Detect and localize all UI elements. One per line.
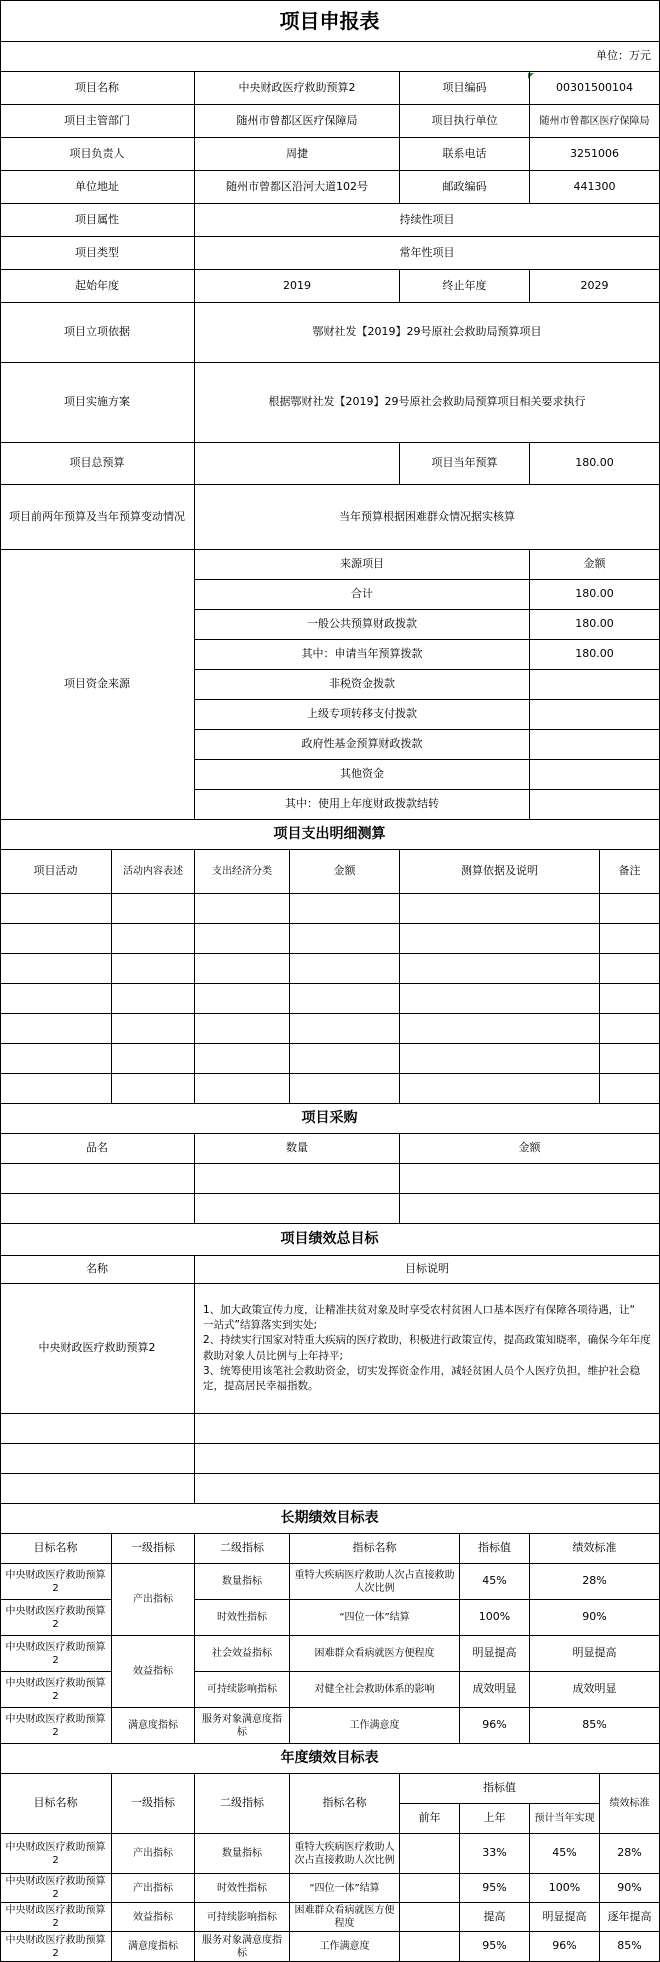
value-last-year: 95% [460, 1932, 530, 1962]
empty-cell [400, 1194, 660, 1224]
column-header: 金额 [530, 550, 660, 580]
level2-indicator: 时效性指标 [195, 1600, 290, 1636]
field-label: 邮政编码 [400, 171, 530, 204]
end-year: 2029 [530, 270, 660, 303]
performance-standard: 明显提高 [530, 1636, 660, 1672]
indicator-name: 重特大疾病医疗救助人次占直接救助人次比例 [290, 1564, 460, 1600]
empty-cell [195, 1444, 660, 1474]
funding-source-amount: 180.00 [530, 580, 660, 610]
target-name: 中央财政医疗救助预算2 [0, 1636, 112, 1672]
performance-standard: 逐年提高 [600, 1903, 660, 1932]
column-header: 测算依据及说明 [400, 850, 600, 894]
empty-cell [0, 1014, 112, 1044]
funding-source-amount [530, 670, 660, 700]
section-title: 项目支出明细测算 [0, 820, 660, 850]
indicator-name: “四位一体”结算 [290, 1874, 400, 1903]
column-header: 绩效标准 [530, 1534, 660, 1564]
column-header: 目标名称 [0, 1774, 112, 1834]
column-header: 目标名称 [0, 1534, 112, 1564]
indicator-name: 工作满意度 [290, 1932, 400, 1962]
value-two-years-ago [400, 1932, 460, 1962]
performance-standard: 85% [530, 1708, 660, 1744]
field-label: 项目属性 [0, 204, 195, 237]
project-basis: 鄂财社发【2019】29号原社会救助局预算项目 [195, 303, 660, 363]
empty-cell [0, 1414, 195, 1444]
column-header: 上年 [460, 1804, 530, 1834]
value-current-year: 明显提高 [530, 1903, 600, 1932]
postal-code: 441300 [530, 171, 660, 204]
indicator-value: 明显提高 [460, 1636, 530, 1672]
column-header: 名称 [0, 1256, 195, 1284]
empty-cell [195, 1194, 400, 1224]
empty-cell [195, 1164, 400, 1194]
start-year: 2019 [195, 270, 400, 303]
field-label: 项目编码 [400, 72, 530, 105]
indicator-name: “四位一体”结算 [290, 1600, 460, 1636]
field-label: 项目类型 [0, 237, 195, 270]
empty-cell [112, 894, 195, 924]
supervising-dept: 随州市曾都区医疗保障局 [195, 105, 400, 138]
empty-cell [112, 1074, 195, 1104]
indicator-name: 重特大疾病医疗救助人次占直接救助人次比例 [290, 1834, 400, 1874]
column-header: 项目活动 [0, 850, 112, 894]
empty-cell [290, 894, 400, 924]
funding-source-amount [530, 730, 660, 760]
target-name: 中央财政医疗救助预算2 [0, 1564, 112, 1600]
level1-indicator: 满意度指标 [112, 1708, 195, 1744]
project-attribute: 持续性项目 [195, 204, 660, 237]
field-label: 项目实施方案 [0, 363, 195, 443]
level2-indicator: 可持续影响指标 [195, 1672, 290, 1708]
indicator-value: 96% [460, 1708, 530, 1744]
funding-source-name: 其中：申请当年预算拨款 [195, 640, 530, 670]
field-label: 项目主管部门 [0, 105, 195, 138]
empty-cell [600, 894, 660, 924]
empty-cell [600, 984, 660, 1014]
empty-cell [112, 1014, 195, 1044]
level2-indicator: 服务对象满意度指标 [195, 1932, 290, 1962]
contact-phone: 3251006 [530, 138, 660, 171]
project-name: 中央财政医疗救助预算2 [195, 72, 400, 105]
empty-cell [400, 984, 600, 1014]
performance-standard: 28% [600, 1834, 660, 1874]
field-label: 起始年度 [0, 270, 195, 303]
funding-source-name: 其中：使用上年度财政拨款结转 [195, 790, 530, 820]
empty-cell [195, 1474, 660, 1504]
field-label: 单位地址 [0, 171, 195, 204]
column-header: 备注 [600, 850, 660, 894]
empty-cell [600, 1074, 660, 1104]
empty-cell [195, 984, 290, 1014]
empty-cell [0, 1164, 195, 1194]
funding-source-amount [530, 760, 660, 790]
section-title: 年度绩效目标表 [0, 1744, 660, 1774]
column-header: 指标名称 [290, 1774, 400, 1834]
value-two-years-ago [400, 1903, 460, 1932]
field-label: 项目执行单位 [400, 105, 530, 138]
level2-indicator: 数量指标 [195, 1564, 290, 1600]
indicator-value: 100% [460, 1600, 530, 1636]
empty-cell [0, 1074, 112, 1104]
funding-source-name: 一般公共预算财政拨款 [195, 610, 530, 640]
empty-cell [290, 1014, 400, 1044]
target-name: 中央财政医疗救助预算2 [0, 1672, 112, 1708]
value-two-years-ago [400, 1834, 460, 1874]
empty-cell [0, 1194, 195, 1224]
value-last-year: 95% [460, 1874, 530, 1903]
level1-indicator: 产出指标 [112, 1564, 195, 1636]
empty-cell [400, 1044, 600, 1074]
empty-cell [290, 924, 400, 954]
field-label: 联系电话 [400, 138, 530, 171]
empty-cell [400, 954, 600, 984]
value-last-year: 33% [460, 1834, 530, 1874]
column-header: 一级指标 [112, 1774, 195, 1834]
indicator-name: 困难群众看病就医方便程度 [290, 1636, 460, 1672]
empty-cell [400, 1014, 600, 1044]
column-header: 二级指标 [195, 1774, 290, 1834]
total-budget [195, 443, 400, 485]
funding-source-amount [530, 700, 660, 730]
section-title: 项目绩效总目标 [0, 1224, 660, 1256]
level2-indicator: 可持续影响指标 [195, 1903, 290, 1932]
empty-cell [0, 1474, 195, 1504]
goal-description: 1、加大政策宣传力度，让精准扶贫对象及时享受农村贫困人口基本医疗有保障各项待遇，让“ 一站式”结算落实到实处; 2、持续实行国家对特重大疾病的医疗救助，积极进行政策宣传，提高政策知晓率，确保今年年度救助对象人员比例与上年持平; 3、统筹使用该笔社会救助资金，切实发挥资金作用，减轻贫困人员个人医疗负担，维护社会稳定，提高居民幸福指数。 [195, 1284, 660, 1414]
target-name: 中央财政医疗救助预算2 [0, 1834, 112, 1874]
value-current-year: 45% [530, 1834, 600, 1874]
indicator-name: 工作满意度 [290, 1708, 460, 1744]
project-leader: 周捷 [195, 138, 400, 171]
target-name: 中央财政医疗救助预算2 [0, 1874, 112, 1903]
empty-cell [0, 1044, 112, 1074]
section-title: 项目采购 [0, 1104, 660, 1134]
empty-cell [195, 1414, 660, 1444]
field-label: 项目总预算 [0, 443, 195, 485]
empty-cell [600, 924, 660, 954]
empty-cell [195, 1074, 290, 1104]
funding-source-name: 非税资金拨款 [195, 670, 530, 700]
funding-source-name: 政府性基金预算财政拨款 [195, 730, 530, 760]
column-header: 来源项目 [195, 550, 530, 580]
field-label: 项目前两年预算及当年预算变动情况 [0, 485, 195, 550]
column-header: 品名 [0, 1134, 195, 1164]
level2-indicator: 时效性指标 [195, 1874, 290, 1903]
empty-cell [195, 1014, 290, 1044]
value-current-year: 100% [530, 1874, 600, 1903]
level1-indicator: 满意度指标 [112, 1932, 195, 1962]
performance-standard: 90% [600, 1874, 660, 1903]
column-header: 指标值 [460, 1534, 530, 1564]
empty-cell [195, 894, 290, 924]
budget-change: 当年预算根据困难群众情况据实核算 [195, 485, 660, 550]
column-header: 金额 [400, 1134, 660, 1164]
field-label: 项目立项依据 [0, 303, 195, 363]
empty-cell [195, 924, 290, 954]
empty-cell [0, 924, 112, 954]
unit-label: 单位：万元 [0, 42, 660, 72]
section-title: 长期绩效目标表 [0, 1504, 660, 1534]
level1-indicator: 效益指标 [112, 1903, 195, 1932]
empty-cell [290, 1074, 400, 1104]
target-name: 中央财政医疗救助预算2 [0, 1708, 112, 1744]
empty-cell [0, 954, 112, 984]
level2-indicator: 社会效益指标 [195, 1636, 290, 1672]
empty-cell [400, 1164, 660, 1194]
target-name: 中央财政医疗救助预算2 [0, 1600, 112, 1636]
column-header: 一级指标 [112, 1534, 195, 1564]
empty-cell [0, 894, 112, 924]
empty-cell [112, 984, 195, 1014]
empty-cell [600, 1014, 660, 1044]
empty-cell [195, 1044, 290, 1074]
empty-cell [400, 894, 600, 924]
field-label: 项目当年预算 [400, 443, 530, 485]
field-label: 项目名称 [0, 72, 195, 105]
column-header: 支出经济分类 [195, 850, 290, 894]
empty-cell [290, 1044, 400, 1074]
implementation-plan: 根据鄂财社发【2019】29号原社会救助局预算项目相关要求执行 [195, 363, 660, 443]
empty-cell [0, 1444, 195, 1474]
column-header: 指标名称 [290, 1534, 460, 1564]
empty-cell [400, 924, 600, 954]
project-code: 00301500104 [530, 72, 660, 105]
column-header: 金额 [290, 850, 400, 894]
empty-cell [290, 984, 400, 1014]
empty-cell [290, 954, 400, 984]
empty-cell [112, 954, 195, 984]
funding-source-name: 上级专项转移支付拨款 [195, 700, 530, 730]
empty-cell [195, 954, 290, 984]
funding-source-amount: 180.00 [530, 610, 660, 640]
value-current-year: 96% [530, 1932, 600, 1962]
page-title: 项目申报表 [0, 0, 660, 42]
column-header: 活动内容表述 [112, 850, 195, 894]
indicator-value: 成效明显 [460, 1672, 530, 1708]
executing-unit: 随州市曾都区医疗保障局 [530, 105, 660, 138]
empty-cell [112, 924, 195, 954]
value-last-year: 提高 [460, 1903, 530, 1932]
goal-name: 中央财政医疗救助预算2 [0, 1284, 195, 1414]
empty-cell [400, 1074, 600, 1104]
column-header: 预计当年实现 [530, 1804, 600, 1834]
empty-cell [600, 1044, 660, 1074]
unit-address: 随州市曾都区沿河大道102号 [195, 171, 400, 204]
level1-indicator: 产出指标 [112, 1874, 195, 1903]
indicator-name: 对健全社会救助体系的影响 [290, 1672, 460, 1708]
column-header: 指标值 [400, 1774, 600, 1804]
target-name: 中央财政医疗救助预算2 [0, 1903, 112, 1932]
funding-source-name: 合计 [195, 580, 530, 610]
field-label: 项目负责人 [0, 138, 195, 171]
level1-indicator: 效益指标 [112, 1636, 195, 1708]
indicator-value: 45% [460, 1564, 530, 1600]
performance-standard: 90% [530, 1600, 660, 1636]
funding-source-amount: 180.00 [530, 640, 660, 670]
empty-cell [112, 1044, 195, 1074]
column-header: 目标说明 [195, 1256, 660, 1284]
performance-standard: 成效明显 [530, 1672, 660, 1708]
project-type: 常年性项目 [195, 237, 660, 270]
performance-standard: 85% [600, 1932, 660, 1962]
funding-source-amount [530, 790, 660, 820]
performance-standard: 28% [530, 1564, 660, 1600]
column-header: 前年 [400, 1804, 460, 1834]
value-two-years-ago [400, 1874, 460, 1903]
target-name: 中央财政医疗救助预算2 [0, 1932, 112, 1962]
level2-indicator: 服务对象满意度指标 [195, 1708, 290, 1744]
funding-source-label: 项目资金来源 [0, 550, 195, 820]
indicator-name: 困难群众看病就医方便程度 [290, 1903, 400, 1932]
level1-indicator: 产出指标 [112, 1834, 195, 1874]
field-label: 终止年度 [400, 270, 530, 303]
column-header: 绩效标准 [600, 1774, 660, 1834]
current-budget: 180.00 [530, 443, 660, 485]
column-header: 数量 [195, 1134, 400, 1164]
column-header: 二级指标 [195, 1534, 290, 1564]
funding-source-name: 其他资金 [195, 760, 530, 790]
empty-cell [0, 984, 112, 1014]
level2-indicator: 数量指标 [195, 1834, 290, 1874]
empty-cell [600, 954, 660, 984]
